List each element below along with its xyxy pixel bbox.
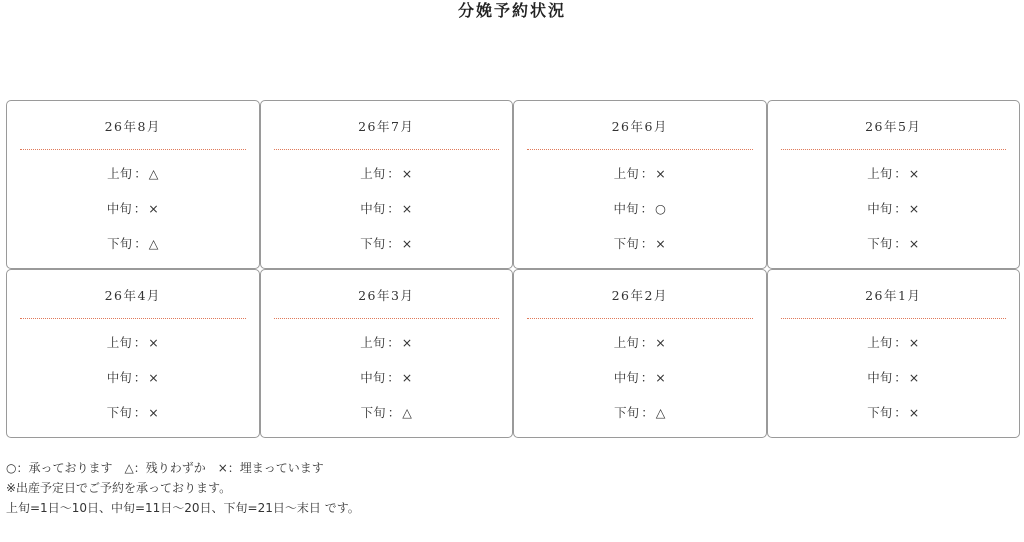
separator: ：: [387, 370, 400, 385]
period-label: 下旬: [867, 236, 893, 251]
separator: ：: [894, 166, 907, 181]
status-symbol: ×: [908, 236, 920, 251]
month-card: [260, 100, 514, 269]
status-symbol: ×: [401, 335, 413, 350]
availability-row: [514, 236, 766, 271]
status-symbol: △: [148, 166, 159, 181]
availability-row: [514, 166, 766, 201]
status-symbol: ×: [148, 370, 159, 385]
status-symbol: ×: [148, 405, 159, 420]
page-title: 分娩予約状況: [457, 1, 566, 20]
separator: ：: [894, 201, 907, 216]
card-divider: [20, 149, 246, 150]
period-label: 上旬: [613, 335, 639, 350]
month-card: [260, 269, 514, 438]
period-label: 下旬: [360, 405, 386, 420]
card-divider: [527, 149, 753, 150]
month-card: [767, 100, 1021, 269]
month-card: [513, 269, 767, 438]
availability-row: [7, 166, 259, 201]
separator: ：: [387, 405, 401, 420]
period-label: 上旬: [867, 166, 893, 181]
separator: ：: [134, 236, 147, 251]
availability-grid: [6, 100, 1020, 438]
availability-row: [514, 405, 766, 440]
month-title: 26年7月: [358, 119, 415, 134]
status-symbol: △: [402, 405, 412, 420]
card-divider: [274, 318, 500, 319]
period-label: 上旬: [106, 335, 132, 350]
separator: ：: [894, 370, 907, 385]
separator: ：: [894, 405, 907, 420]
period-label: 下旬: [360, 236, 386, 251]
status-symbol: ×: [908, 405, 920, 420]
separator: ：: [387, 166, 400, 181]
separator: ：: [640, 335, 654, 350]
month-card: [767, 269, 1021, 438]
period-label: 中旬: [867, 201, 893, 216]
period-definition: 上旬=1日〜10日、中旬=11日〜20日、下旬=21日〜末日 です。: [6, 501, 360, 515]
separator: ：: [134, 166, 147, 181]
month-card: [6, 100, 260, 269]
card-divider: [20, 318, 246, 319]
availability-row: [7, 236, 259, 271]
card-divider: [527, 318, 753, 319]
period-label: 上旬: [360, 335, 386, 350]
period-label: 下旬: [614, 405, 640, 420]
month-title: 26年6月: [611, 119, 668, 134]
availability-row: [768, 236, 1020, 271]
availability-row: [7, 405, 259, 440]
period-label: 中旬: [360, 370, 386, 385]
availability-row: [514, 370, 766, 405]
separator: ：: [641, 405, 654, 420]
month-card: [513, 100, 767, 269]
status-symbol: ×: [655, 370, 666, 385]
period-label: 中旬: [106, 201, 132, 216]
month-title: 26年2月: [611, 288, 668, 303]
availability-row: [768, 405, 1020, 440]
availability-row: [261, 335, 513, 370]
period-label: 中旬: [106, 370, 132, 385]
card-divider: [781, 318, 1007, 319]
period-label: 中旬: [613, 370, 639, 385]
availability-row: [768, 201, 1020, 236]
period-label: 上旬: [613, 166, 639, 181]
availability-row: [768, 166, 1020, 201]
status-symbol: ×: [401, 236, 413, 251]
separator: ：: [894, 236, 907, 251]
status-symbol: ×: [401, 370, 413, 385]
separator: ：: [133, 405, 147, 420]
availability-row: [261, 166, 513, 201]
period-label: 中旬: [867, 370, 893, 385]
period-label: 上旬: [360, 166, 386, 181]
availability-row: [514, 335, 766, 370]
period-label: 下旬: [107, 236, 133, 251]
legend-notes: [6, 458, 360, 518]
status-symbol: △: [148, 236, 159, 251]
status-symbol: △: [655, 405, 666, 420]
period-label: 下旬: [613, 236, 639, 251]
card-divider: [781, 149, 1007, 150]
separator: ：: [133, 335, 147, 350]
separator: ：: [640, 236, 654, 251]
availability-row: [768, 335, 1020, 370]
status-symbol: ×: [401, 201, 413, 216]
separator: ：: [640, 201, 654, 216]
separator: ：: [640, 370, 654, 385]
month-title: 26年8月: [104, 119, 161, 134]
status-symbol: ×: [908, 166, 920, 181]
availability-row: [261, 405, 513, 440]
month-card: [6, 269, 260, 438]
period-label: 中旬: [613, 201, 639, 216]
separator: ：: [133, 201, 147, 216]
status-symbol: ×: [655, 166, 666, 181]
separator: ：: [640, 166, 654, 181]
status-symbol: ×: [148, 201, 159, 216]
status-symbol: ×: [655, 335, 666, 350]
reservation-note: ※出産予定日でご予約を承っております。: [6, 481, 232, 495]
separator: ：: [894, 335, 907, 350]
month-title: 26年3月: [358, 288, 415, 303]
separator: ：: [133, 370, 147, 385]
period-label: 上旬: [107, 166, 133, 181]
separator: ：: [387, 236, 400, 251]
status-symbol: ○: [655, 201, 666, 216]
separator: ：: [387, 201, 400, 216]
month-title: 26年5月: [865, 119, 922, 134]
status-legend: ○：承っております △：残りわずか ×：埋まっています: [6, 461, 324, 475]
month-title: 26年1月: [865, 288, 922, 303]
availability-row: [7, 201, 259, 236]
availability-row: [7, 335, 259, 370]
status-symbol: ×: [401, 166, 413, 181]
availability-row: [261, 370, 513, 405]
status-symbol: ×: [908, 335, 920, 350]
availability-row: [261, 201, 513, 236]
availability-row: [514, 201, 766, 236]
status-symbol: ×: [148, 335, 159, 350]
separator: ：: [387, 335, 400, 350]
period-label: 上旬: [867, 335, 893, 350]
status-symbol: ×: [655, 236, 666, 251]
card-divider: [274, 149, 500, 150]
period-label: 中旬: [360, 201, 386, 216]
availability-row: [261, 236, 513, 271]
month-title: 26年4月: [104, 288, 161, 303]
availability-row: [768, 370, 1020, 405]
period-label: 下旬: [867, 405, 893, 420]
status-symbol: ×: [908, 370, 920, 385]
status-symbol: ×: [908, 201, 920, 216]
period-label: 下旬: [106, 405, 132, 420]
availability-row: [7, 370, 259, 405]
